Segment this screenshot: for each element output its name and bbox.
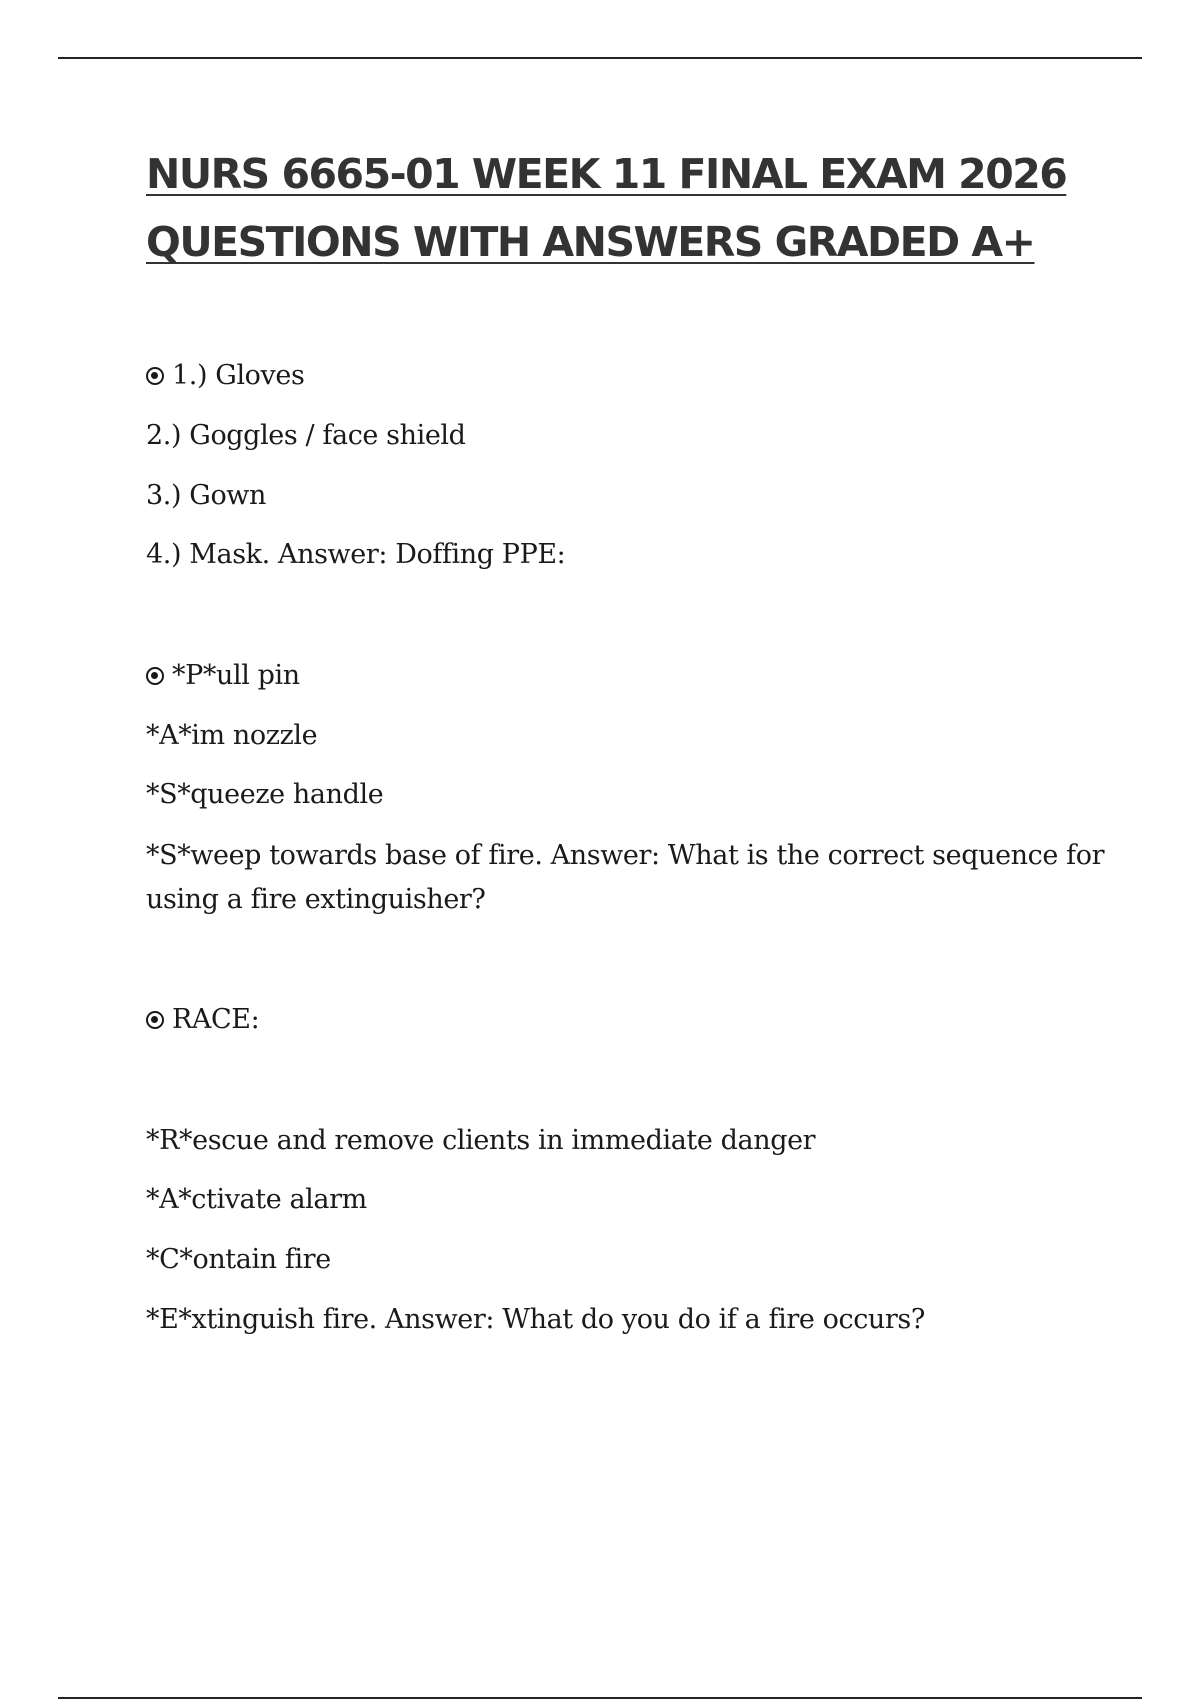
item-2-line-3: *S*queeze handle [146,779,384,810]
top-rule [58,57,1142,59]
item-1-line-3: 3.) Gown [146,480,267,511]
item-1-line-1 [146,354,1106,398]
item-3-line-2: *R*escue and remove clients in immediate danger [146,1125,816,1156]
radio-bullet-icon [146,367,164,385]
radio-bullet-icon [146,1011,164,1029]
item-1-line-2: 2.) Goggles / face shield [146,420,466,451]
item-3-line-3: *A*ctivate alarm [146,1184,367,1215]
document-title [146,140,1106,276]
item-3-line-5: *E*xtinguish fire. Answer: What do you do if a fire occurs? [146,1304,925,1335]
item-2-text-1: *P*ull pin [172,660,300,691]
bottom-rule [58,1697,1142,1699]
item-3-line-1 [146,998,1106,1042]
item-3-text-1: RACE: [172,1004,260,1035]
item-3-line-4: *C*ontain fire [146,1244,331,1275]
item-2-line-4: *S*weep towards base of fire. Answer: What is the correct sequence for using a fire extinguisher? [146,840,1105,915]
radio-bullet-icon [146,667,164,685]
item-2-line-2: *A*im nozzle [146,720,318,751]
document-title-text: NURS 6665-01 WEEK 11 FINAL EXAM 2026 QUESTIONS WITH ANSWERS GRADED A+ [146,150,1067,266]
item-1-text-1: 1.) Gloves [172,360,305,391]
item-1-line-4: 4.) Mask. Answer: Doffing PPE: [146,539,566,570]
item-2-line-1 [146,654,1106,698]
